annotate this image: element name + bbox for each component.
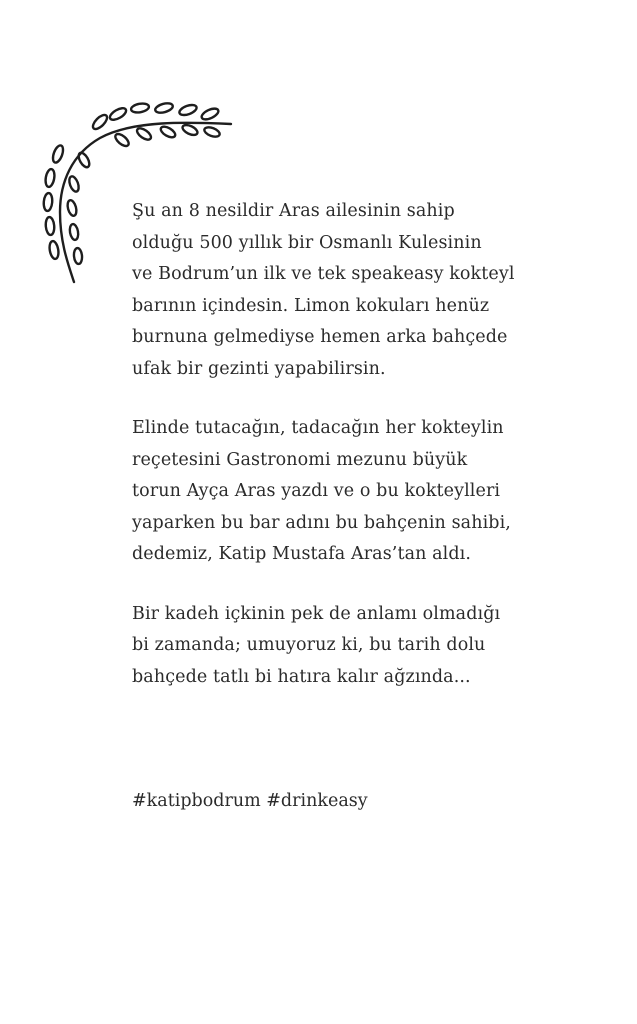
- text-line: torun Ayça Aras yazdı ve o bu kokteylleri: [132, 481, 501, 501]
- text-line: dedemiz, Katip Mustafa Aras’tan aldı.: [132, 544, 472, 564]
- text-line: reçetesini Gastronomi mezunu büyük: [132, 449, 468, 470]
- paragraph-closing: [132, 599, 602, 694]
- text-line: Bir kadeh içkinin pek de anlamı olmadığı: [132, 603, 501, 624]
- text-line: yaparken bu bar adını bu bahçenin sahibi,: [132, 512, 511, 533]
- text-line: olduğu 500 yıllık bir Osmanlı Kulesinin: [132, 232, 482, 253]
- text-line: ve Bodrum’un ilk ve tek speakeasy kokteyl: [132, 264, 515, 284]
- paragraph-history: [132, 196, 602, 385]
- intro-text: [132, 196, 602, 721]
- text-line: Şu an 8 nesildir Aras ailesinin sahip: [132, 201, 455, 221]
- text-line: burnuna gelmediyse hemen arka bahçede: [132, 327, 508, 347]
- text-line: Elinde tutacağın, tadacağın her kokteylin: [132, 418, 504, 438]
- text-line: bi zamanda; umuyoruz ki, bu tarih dolu: [132, 635, 486, 655]
- text-line: bahçede tatlı bi hatıra kalır ağzında...: [132, 666, 471, 687]
- text-line: barının içindesin. Limon kokuları henüz: [132, 295, 490, 316]
- text-line: ufak bir gezinti yapabilirsin.: [132, 358, 386, 379]
- hashtags: #katipbodrum #drinkeasy: [132, 791, 368, 811]
- paragraph-recipes: [132, 413, 602, 571]
